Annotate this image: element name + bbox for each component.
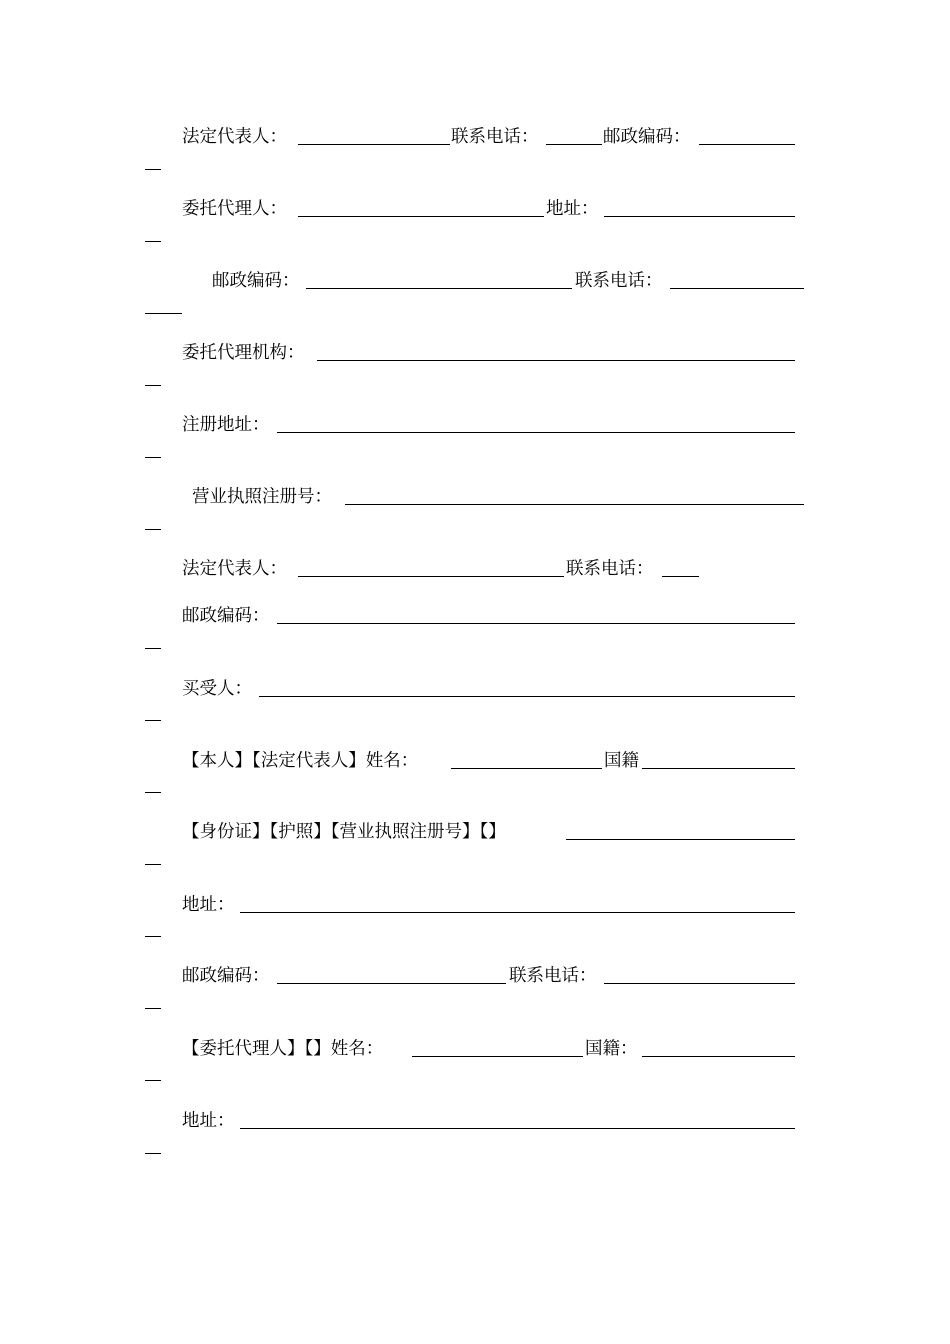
- registered-address-label: 注册地址：: [182, 415, 270, 435]
- postal-code-label: 邮政编码：: [603, 127, 691, 147]
- phone-blank[interactable]: [670, 288, 804, 289]
- id-document-label: 【身份证】【护照】【营业执照注册号】【】: [182, 822, 506, 842]
- line-continuation: [145, 864, 161, 865]
- address-blank[interactable]: [604, 216, 795, 217]
- line-continuation: [145, 529, 161, 530]
- line-continuation: [145, 1153, 161, 1154]
- nationality-label: 国籍: [604, 751, 639, 771]
- phone-blank[interactable]: [604, 983, 795, 984]
- line-continuation: [145, 313, 182, 314]
- agent-label: 委托代理人：: [182, 199, 287, 219]
- line-continuation: [145, 457, 161, 458]
- line-continuation: [145, 385, 161, 386]
- buyer-agent-name-blank[interactable]: [412, 1056, 583, 1057]
- phone-label: 联系电话：: [575, 271, 663, 291]
- phone-blank[interactable]: [546, 144, 602, 145]
- business-license-label: 营业执照注册号：: [192, 487, 332, 507]
- postal-code-blank[interactable]: [306, 288, 572, 289]
- registered-address-blank[interactable]: [277, 432, 795, 433]
- line-continuation: [145, 936, 161, 937]
- postal-code-label: 邮政编码：: [182, 606, 270, 626]
- agency-blank[interactable]: [317, 360, 795, 361]
- phone-blank[interactable]: [662, 576, 699, 577]
- address-label: 地址：: [182, 895, 235, 915]
- agency-label: 委托代理机构：: [182, 343, 305, 363]
- business-license-blank[interactable]: [345, 504, 804, 505]
- agent-blank[interactable]: [298, 216, 544, 217]
- address-blank[interactable]: [240, 912, 795, 913]
- line-continuation: [145, 1008, 161, 1009]
- postal-code-label: 邮政编码：: [212, 271, 300, 291]
- legal-representative-label: 法定代表人：: [182, 559, 287, 579]
- legal-representative-label: 法定代表人：: [182, 127, 287, 147]
- buyer-label: 买受人：: [182, 679, 252, 699]
- line-continuation: [145, 792, 161, 793]
- nationality-blank[interactable]: [642, 768, 795, 769]
- nationality-blank[interactable]: [642, 1056, 795, 1057]
- line-continuation: [145, 169, 161, 170]
- phone-label: 联系电话：: [566, 559, 654, 579]
- nationality-label: 国籍：: [585, 1039, 638, 1059]
- address-label: 地址：: [546, 199, 599, 219]
- buyer-blank[interactable]: [259, 696, 795, 697]
- line-continuation: [145, 241, 161, 242]
- buyer-name-blank[interactable]: [451, 768, 602, 769]
- phone-label: 联系电话：: [451, 127, 539, 147]
- legal-representative-blank[interactable]: [298, 576, 564, 577]
- address-label: 地址：: [182, 1111, 235, 1131]
- phone-label: 联系电话：: [509, 966, 597, 986]
- postal-code-blank[interactable]: [277, 983, 506, 984]
- postal-code-label: 邮政编码：: [182, 966, 270, 986]
- line-continuation: [145, 648, 161, 649]
- buyer-name-label: 【本人】【法定代表人】姓名：: [182, 751, 419, 771]
- buyer-agent-name-label: 【委托代理人】【】姓名：: [182, 1039, 384, 1059]
- line-continuation: [145, 1080, 161, 1081]
- legal-representative-blank[interactable]: [298, 144, 450, 145]
- line-continuation: [145, 720, 161, 721]
- postal-code-blank[interactable]: [699, 144, 795, 145]
- postal-code-blank[interactable]: [277, 623, 795, 624]
- address-blank[interactable]: [240, 1128, 795, 1129]
- id-document-blank[interactable]: [566, 839, 795, 840]
